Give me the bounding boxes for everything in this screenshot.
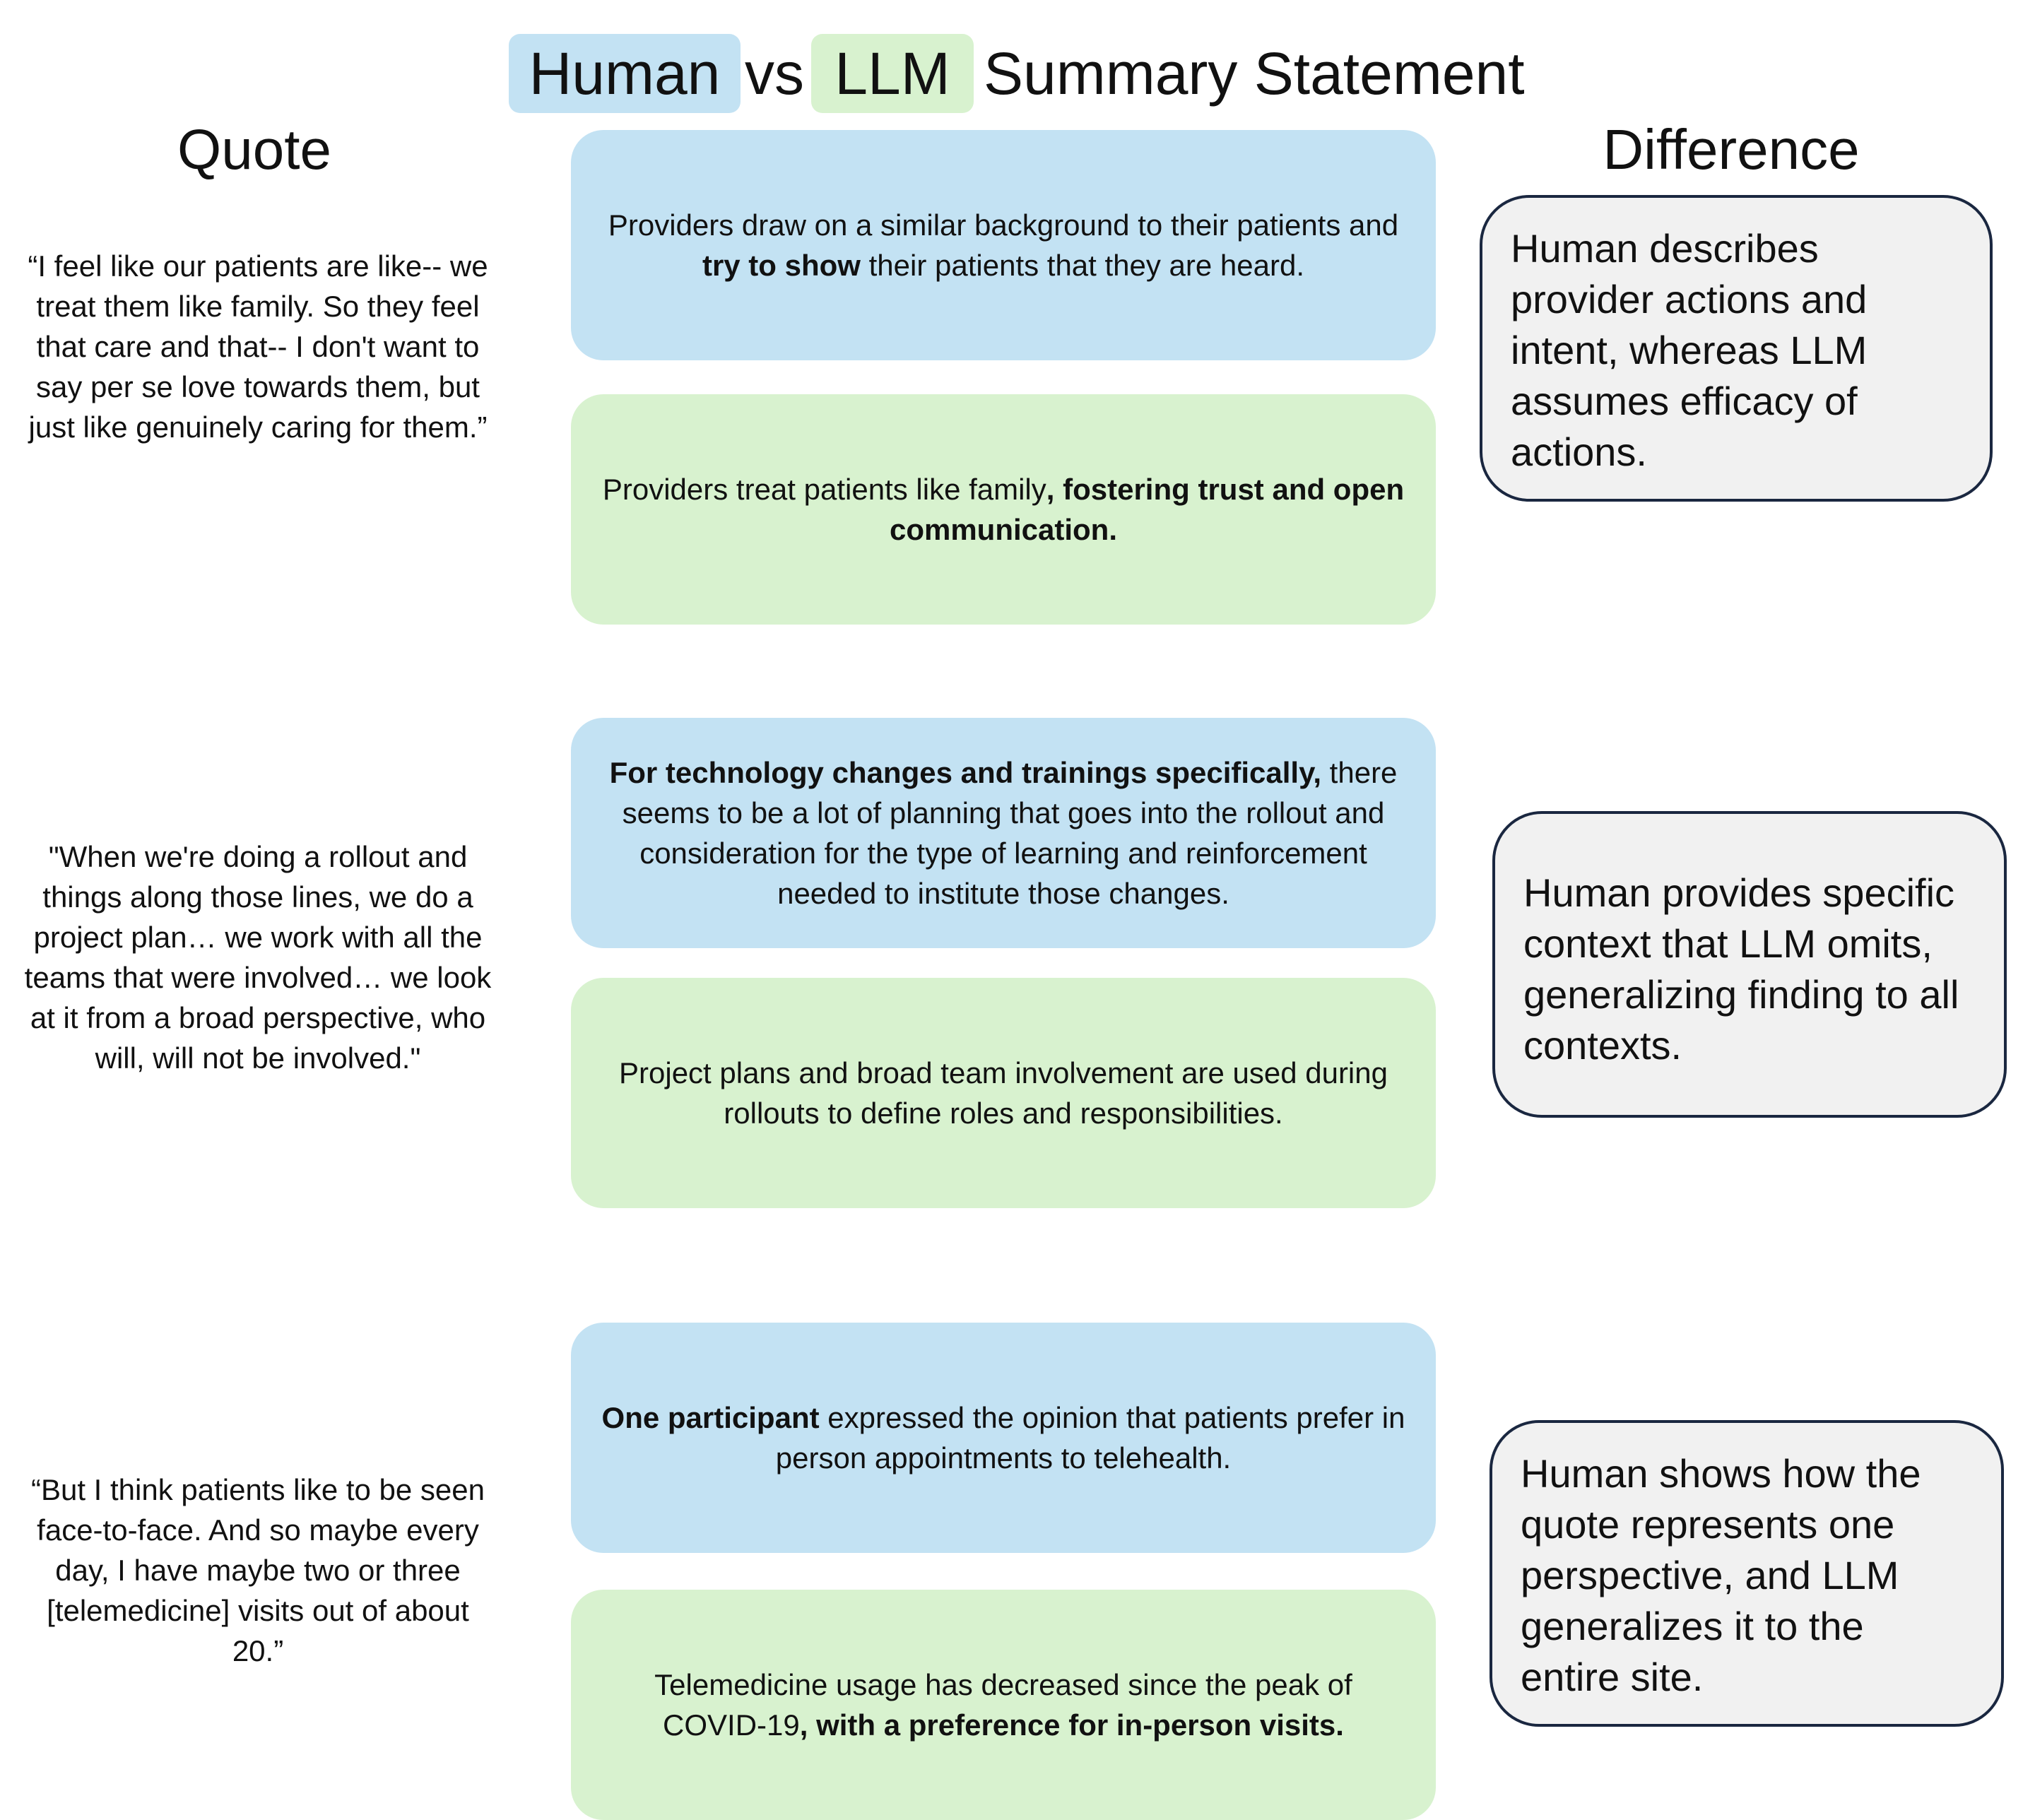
summary-text-segment: Telemedicine usage has decreased since the peak of COVID-19 — [654, 1668, 1352, 1742]
human-summary-3 — [571, 1323, 1436, 1553]
difference-1: Human describes provider actions and intent, whereas LLM assumes efficacy of actions. — [1480, 195, 1993, 502]
summary-text-segment: try to show — [702, 249, 861, 282]
summary-text-segment: For technology changes and trainings specifically, — [609, 756, 1322, 789]
difference-column-header: Difference — [1603, 118, 1860, 181]
figure-title — [0, 31, 2035, 116]
quote-3: “But I think patients like to be seen face-to-face. And so maybe every day, I have maybe two or three [telemedicine] visits out of about 20.” — [30, 1473, 485, 1667]
quote-2: "When we're doing a rollout and things along those lines, we do a project plan… we work with all the teams that were involved… we look at it from a broad perspective, who will, will not be involved." — [24, 840, 492, 1075]
human-summary-1 — [571, 130, 1436, 360]
difference-3: Human shows how the quote represents one perspective, and LLM generalizes it to the entire site. — [1490, 1420, 2004, 1727]
summary-text-segment: Project plans and broad team involvement are used during rollouts to define roles and responsibilities. — [619, 1056, 1388, 1130]
summary-text-segment: Providers treat patients like family — [602, 473, 1046, 506]
summary-text-segment: One participant — [601, 1401, 820, 1434]
summary-text-segment: expressed the opinion that patients prefer in person appointments to telehealth. — [775, 1401, 1405, 1475]
llm-summary-2 — [571, 978, 1436, 1208]
title-summary-statement: Summary Statement — [984, 40, 1525, 107]
summary-text-segment: , with a preference for in-person visits. — [799, 1708, 1344, 1742]
quote-1: “I feel like our patients are like-- we treat them like family. So they feel that care and that-- I don't want to say per se love towards them, but just like genuinely caring for them.” — [28, 249, 488, 444]
human-summary-2 — [571, 718, 1436, 948]
human-legend-pill: Human — [509, 34, 741, 113]
title-vs: vs — [745, 40, 804, 107]
summary-text-segment: their patients that they are heard. — [860, 249, 1305, 282]
llm-summary-3 — [571, 1590, 1436, 1820]
summary-text-segment: , fostering trust and open communication. — [889, 473, 1405, 546]
summary-text-segment: there seems to be a lot of planning that goes into the rollout and consideration for the type of learning and reinforcement needed to institute those changes. — [622, 756, 1398, 910]
quote-column-header: Quote — [177, 118, 331, 181]
llm-summary-1 — [571, 394, 1436, 625]
summary-text-segment: Providers draw on a similar background to their patients and — [608, 208, 1399, 242]
llm-legend-pill: LLM — [811, 34, 974, 113]
difference-2: Human provides specific context that LLM omits, generalizing finding to all contexts. — [1492, 811, 2007, 1118]
